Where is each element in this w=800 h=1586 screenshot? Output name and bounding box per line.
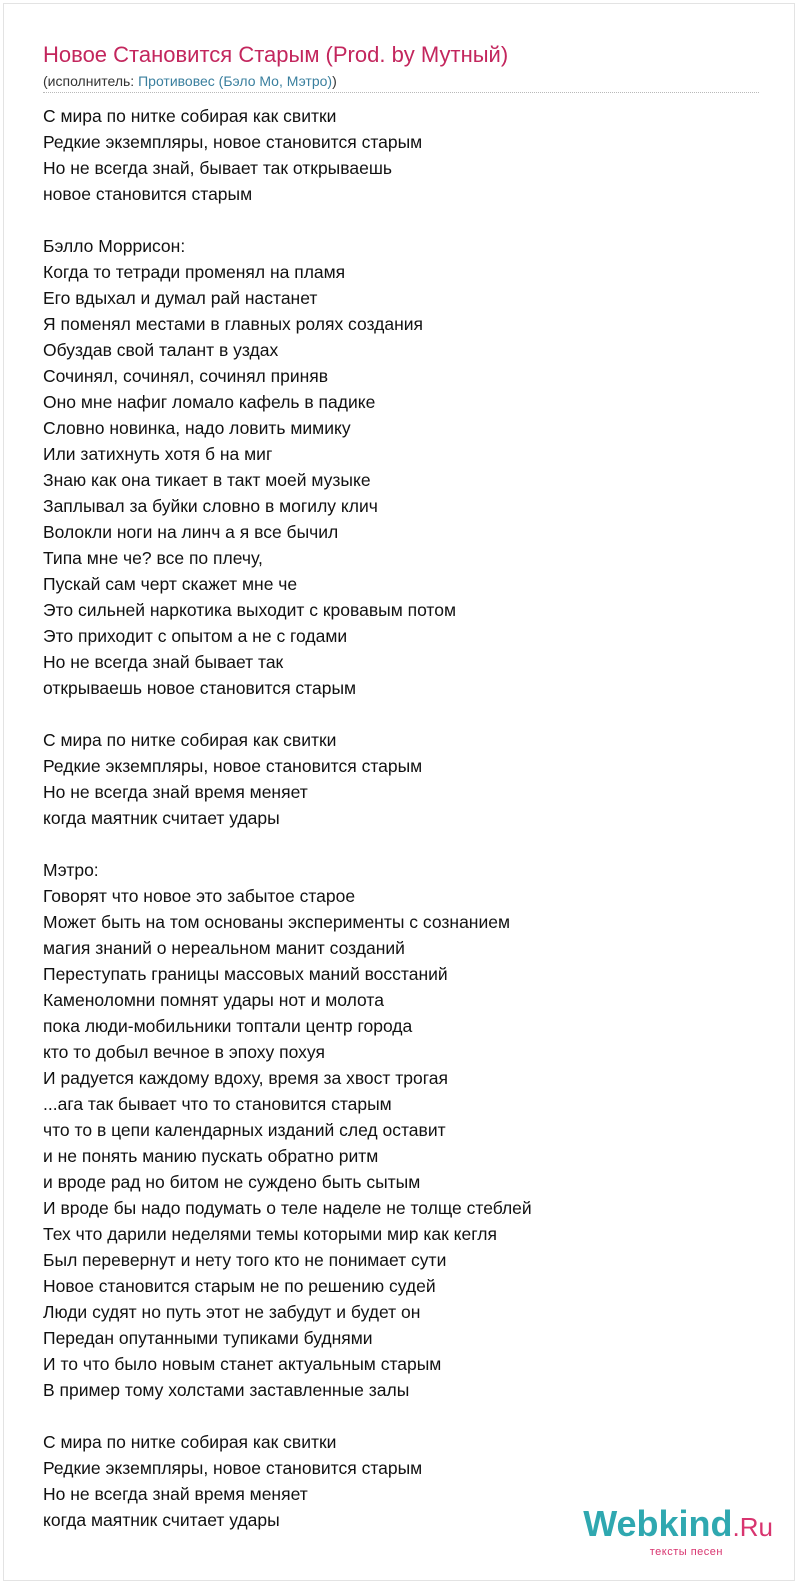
lyric-line: новое становится старым bbox=[43, 184, 253, 204]
lyric-line: пока люди-мобильники топтали центр города bbox=[43, 1016, 413, 1036]
lyric-line: Волокли ноги на линч а я все бычил bbox=[43, 522, 339, 542]
lyric-line: открываешь новое становится старым bbox=[43, 678, 357, 698]
lyrics-body bbox=[43, 103, 763, 1533]
lyric-line: В пример тому холстами заставленные залы bbox=[43, 1380, 410, 1400]
lyric-line: Каменоломни помнят удары нот и молота bbox=[43, 990, 384, 1010]
lyric-line: Оно мне нафиг ломало кафель в падике bbox=[43, 392, 376, 412]
artist-line bbox=[43, 72, 337, 90]
lyric-line: Его вдыхал и думал рай настанет bbox=[43, 288, 318, 308]
lyric-line: Передан опутанными тупиками буднями bbox=[43, 1328, 373, 1348]
lyric-line: Мэтро: bbox=[43, 860, 99, 880]
lyric-line: Редкие экземпляры, новое становится старым bbox=[43, 132, 423, 152]
lyric-line: И то что было новым станет актуальным старым bbox=[43, 1354, 442, 1374]
lyric-blank-line bbox=[43, 831, 763, 857]
lyric-line: Но не всегда знай время меняет bbox=[43, 1484, 308, 1504]
song-title: Новое Становится Старым (Prod. by Мутный) bbox=[43, 42, 509, 67]
logo-tld: .Ru bbox=[732, 1512, 773, 1542]
lyric-line: ...ага так бывает что то становится старым bbox=[43, 1094, 392, 1114]
lyric-line: И вроде бы надо подумать о теле наделе не толще стеблей bbox=[43, 1198, 532, 1218]
lyric-line: что то в цепи календарных изданий след оставит bbox=[43, 1120, 446, 1140]
logo-name: Webkind bbox=[583, 1503, 733, 1544]
lyric-line: кто то добыл вечное в эпоху похуя bbox=[43, 1042, 325, 1062]
lyric-line: Был перевернут и нету того кто не понимает сути bbox=[43, 1250, 447, 1270]
lyric-line: Я поменял местами в главных ролях создания bbox=[43, 314, 424, 334]
lyric-line: Сочинял, сочинял, сочинял приняв bbox=[43, 366, 329, 386]
lyric-line: когда маятник считает удары bbox=[43, 808, 280, 828]
lyric-line: Это сильней наркотика выходит с кровавым потом bbox=[43, 600, 457, 620]
title-divider bbox=[43, 92, 759, 93]
lyric-line: и вроде рад но битом не суждено быть сытым bbox=[43, 1172, 421, 1192]
lyric-line: Типа мне че? все по плечу, bbox=[43, 548, 263, 568]
lyric-line: Или затихнуть хотя б на миг bbox=[43, 444, 273, 464]
lyric-line: Обуздав свой талант в уздах bbox=[43, 340, 279, 360]
lyric-line: Люди судят но путь этот не забудут и будет он bbox=[43, 1302, 421, 1322]
lyric-line: Бэлло Моррисон: bbox=[43, 236, 186, 256]
lyric-line: Но не всегда знай, бывает так открываешь bbox=[43, 158, 392, 178]
lyric-line: Переступать границы массовых маний восстаний bbox=[43, 964, 448, 984]
lyric-line: Знаю как она тикает в такт моей музыке bbox=[43, 470, 371, 490]
lyric-line: Это приходит с опытом а не с годами bbox=[43, 626, 348, 646]
lyric-line: Редкие экземпляры, новое становится старым bbox=[43, 756, 423, 776]
lyric-line: Может быть на том основаны эксперименты с сознанием bbox=[43, 912, 511, 932]
artist-suffix: ) bbox=[332, 73, 337, 89]
artist-prefix: (исполнитель: bbox=[43, 73, 139, 89]
lyric-blank-line bbox=[43, 1403, 763, 1429]
lyric-line: Заплывал за буйки словно в могилу клич bbox=[43, 496, 378, 516]
lyric-line: когда маятник считает удары bbox=[43, 1510, 280, 1530]
lyric-line: Когда то тетради променял на пламя bbox=[43, 262, 346, 282]
logo-wordmark bbox=[583, 1505, 773, 1546]
lyric-line: Новое становится старым не по решению судей bbox=[43, 1276, 436, 1296]
lyric-line: и не понять манию пускать обратно ритм bbox=[43, 1146, 379, 1166]
lyric-line: С мира по нитке собирая как свитки bbox=[43, 730, 337, 750]
lyric-blank-line bbox=[43, 701, 763, 727]
lyric-line: Говорят что новое это забытое старое bbox=[43, 886, 356, 906]
lyric-line: Редкие экземпляры, новое становится старым bbox=[43, 1458, 423, 1478]
artist-link[interactable]: Противовес (Бэло Мо, Мэтро) bbox=[138, 73, 333, 89]
lyric-line: Тех что дарили неделями темы которыми мир как кегля bbox=[43, 1224, 497, 1244]
site-logo[interactable] bbox=[583, 1505, 773, 1558]
lyric-line: магия знаний о нереальном манит созданий bbox=[43, 938, 405, 958]
lyric-line: И радуется каждому вдоху, время за хвост трогая bbox=[43, 1068, 448, 1088]
lyric-blank-line bbox=[43, 207, 763, 233]
lyric-line: С мира по нитке собирая как свитки bbox=[43, 106, 337, 126]
lyric-line: Но не всегда знай бывает так bbox=[43, 652, 284, 672]
logo-tagline: тексты песен bbox=[649, 1546, 723, 1558]
lyric-line: Словно новинка, надо ловить мимику bbox=[43, 418, 351, 438]
lyric-line: С мира по нитке собирая как свитки bbox=[43, 1432, 337, 1452]
lyric-line: Но не всегда знай время меняет bbox=[43, 782, 308, 802]
lyric-line: Пускай сам черт скажет мне че bbox=[43, 574, 298, 594]
